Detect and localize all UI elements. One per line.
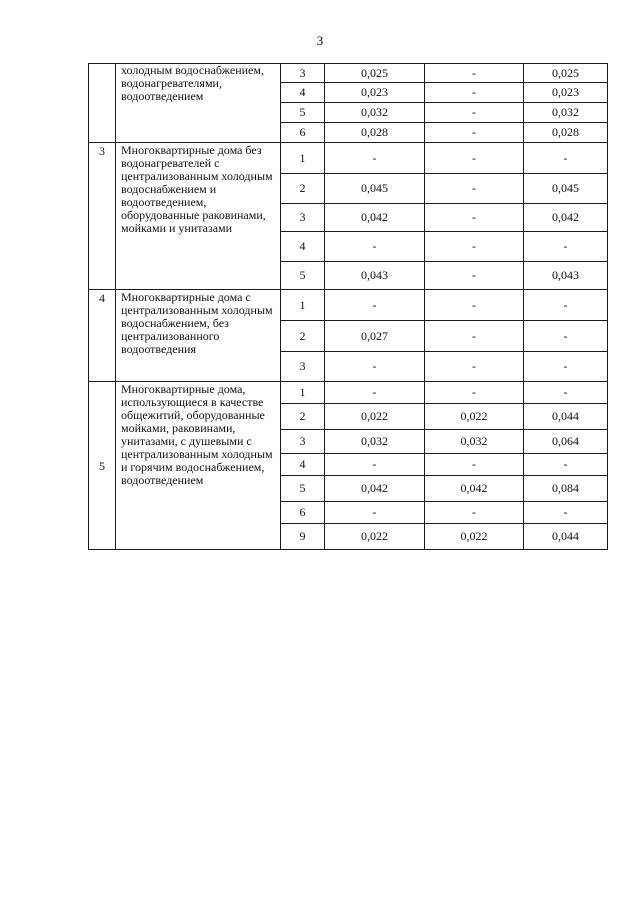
total-cell: 0,043 [524, 262, 608, 290]
total-cell: - [524, 454, 608, 476]
hot-water-cell: - [425, 123, 524, 143]
hot-water-cell: - [425, 83, 524, 103]
cold-water-cell: 0,043 [325, 262, 425, 290]
cold-water-cell: 0,042 [325, 476, 425, 502]
cold-water-cell: - [325, 502, 425, 524]
hot-water-cell: - [425, 262, 524, 290]
total-cell: 0,028 [524, 123, 608, 143]
table-row [89, 382, 608, 404]
cold-water-cell: 0,045 [325, 174, 425, 204]
hot-water-cell: 0,042 [425, 476, 524, 502]
cold-water-cell: - [325, 232, 425, 262]
floors-cell: 6 [281, 123, 325, 143]
hot-water-cell: - [425, 502, 524, 524]
floors-cell: 5 [281, 262, 325, 290]
page-number: 3 [316, 33, 324, 48]
row-number: 5 [89, 382, 116, 550]
total-cell: - [524, 290, 608, 321]
total-cell: 0,023 [524, 83, 608, 103]
floors-cell: 9 [281, 524, 325, 550]
cold-water-cell: 0,025 [325, 64, 425, 83]
cold-water-cell: 0,028 [325, 123, 425, 143]
hot-water-cell: - [425, 174, 524, 204]
hot-water-cell: - [425, 232, 524, 262]
cold-water-cell: 0,042 [325, 204, 425, 232]
row-number [89, 64, 116, 143]
floors-cell: 2 [281, 321, 325, 352]
hot-water-cell: - [425, 290, 524, 321]
floors-cell: 1 [281, 143, 325, 174]
table-row [89, 64, 608, 83]
floors-cell: 6 [281, 502, 325, 524]
cold-water-cell: - [325, 290, 425, 321]
row-number: 4 [89, 290, 116, 382]
floors-cell: 4 [281, 232, 325, 262]
building-description: Многоквартирные дома, использующиеся в качестве общежитий, оборудованные мойками, раковинами, унитазами, с душевыми с централизованным холодным и горячим водоснабжением, водоотведением [116, 382, 281, 550]
hot-water-cell: - [425, 64, 524, 83]
hot-water-cell: - [425, 143, 524, 174]
hot-water-cell: - [425, 454, 524, 476]
hot-water-cell: 0,022 [425, 524, 524, 550]
floors-cell: 4 [281, 83, 325, 103]
cold-water-cell: - [325, 454, 425, 476]
floors-cell: 3 [281, 64, 325, 83]
cold-water-cell: 0,022 [325, 404, 425, 430]
hot-water-cell: - [425, 204, 524, 232]
total-cell: - [524, 143, 608, 174]
total-cell: 0,042 [524, 204, 608, 232]
total-cell: 0,044 [524, 524, 608, 550]
floors-cell: 4 [281, 454, 325, 476]
building-description: Многоквартирные дома с централизованным холодным водоснабжением, без централизованного водоотведения [116, 290, 281, 382]
total-cell: - [524, 382, 608, 404]
hot-water-cell: 0,022 [425, 404, 524, 430]
floors-cell: 3 [281, 204, 325, 232]
total-cell: - [524, 352, 608, 382]
cold-water-cell: 0,032 [325, 103, 425, 123]
cold-water-cell: 0,023 [325, 83, 425, 103]
total-cell: - [524, 321, 608, 352]
total-cell: 0,064 [524, 430, 608, 454]
table-row [89, 143, 608, 174]
floors-cell: 3 [281, 430, 325, 454]
floors-cell: 1 [281, 382, 325, 404]
total-cell: 0,032 [524, 103, 608, 123]
cold-water-cell: - [325, 382, 425, 404]
table-row [89, 290, 608, 321]
hot-water-cell: - [425, 103, 524, 123]
cold-water-cell: - [325, 352, 425, 382]
floors-cell: 3 [281, 352, 325, 382]
hot-water-cell: - [425, 321, 524, 352]
floors-cell: 5 [281, 476, 325, 502]
hot-water-cell: - [425, 352, 524, 382]
floors-cell: 5 [281, 103, 325, 123]
cold-water-cell: 0,032 [325, 430, 425, 454]
building-description: холодным водоснабжением, водонагревателями, водоотведением [116, 64, 281, 143]
floors-cell: 2 [281, 404, 325, 430]
total-cell: 0,044 [524, 404, 608, 430]
total-cell: 0,084 [524, 476, 608, 502]
floors-cell: 2 [281, 174, 325, 204]
total-cell: 0,025 [524, 64, 608, 83]
hot-water-cell: 0,032 [425, 430, 524, 454]
cold-water-cell: - [325, 143, 425, 174]
total-cell: - [524, 502, 608, 524]
building-description: Многоквартирные дома без водонагревателей с централизованным холодным водоснабжением и водоотведением, оборудованные раковинами, мойками и унитазами [116, 143, 281, 290]
row-number: 3 [89, 143, 116, 290]
total-cell: - [524, 232, 608, 262]
cold-water-cell: 0,027 [325, 321, 425, 352]
total-cell: 0,045 [524, 174, 608, 204]
cold-water-cell: 0,022 [325, 524, 425, 550]
floors-cell: 1 [281, 290, 325, 321]
hot-water-cell: - [425, 382, 524, 404]
consumption-norms-table [88, 63, 608, 550]
